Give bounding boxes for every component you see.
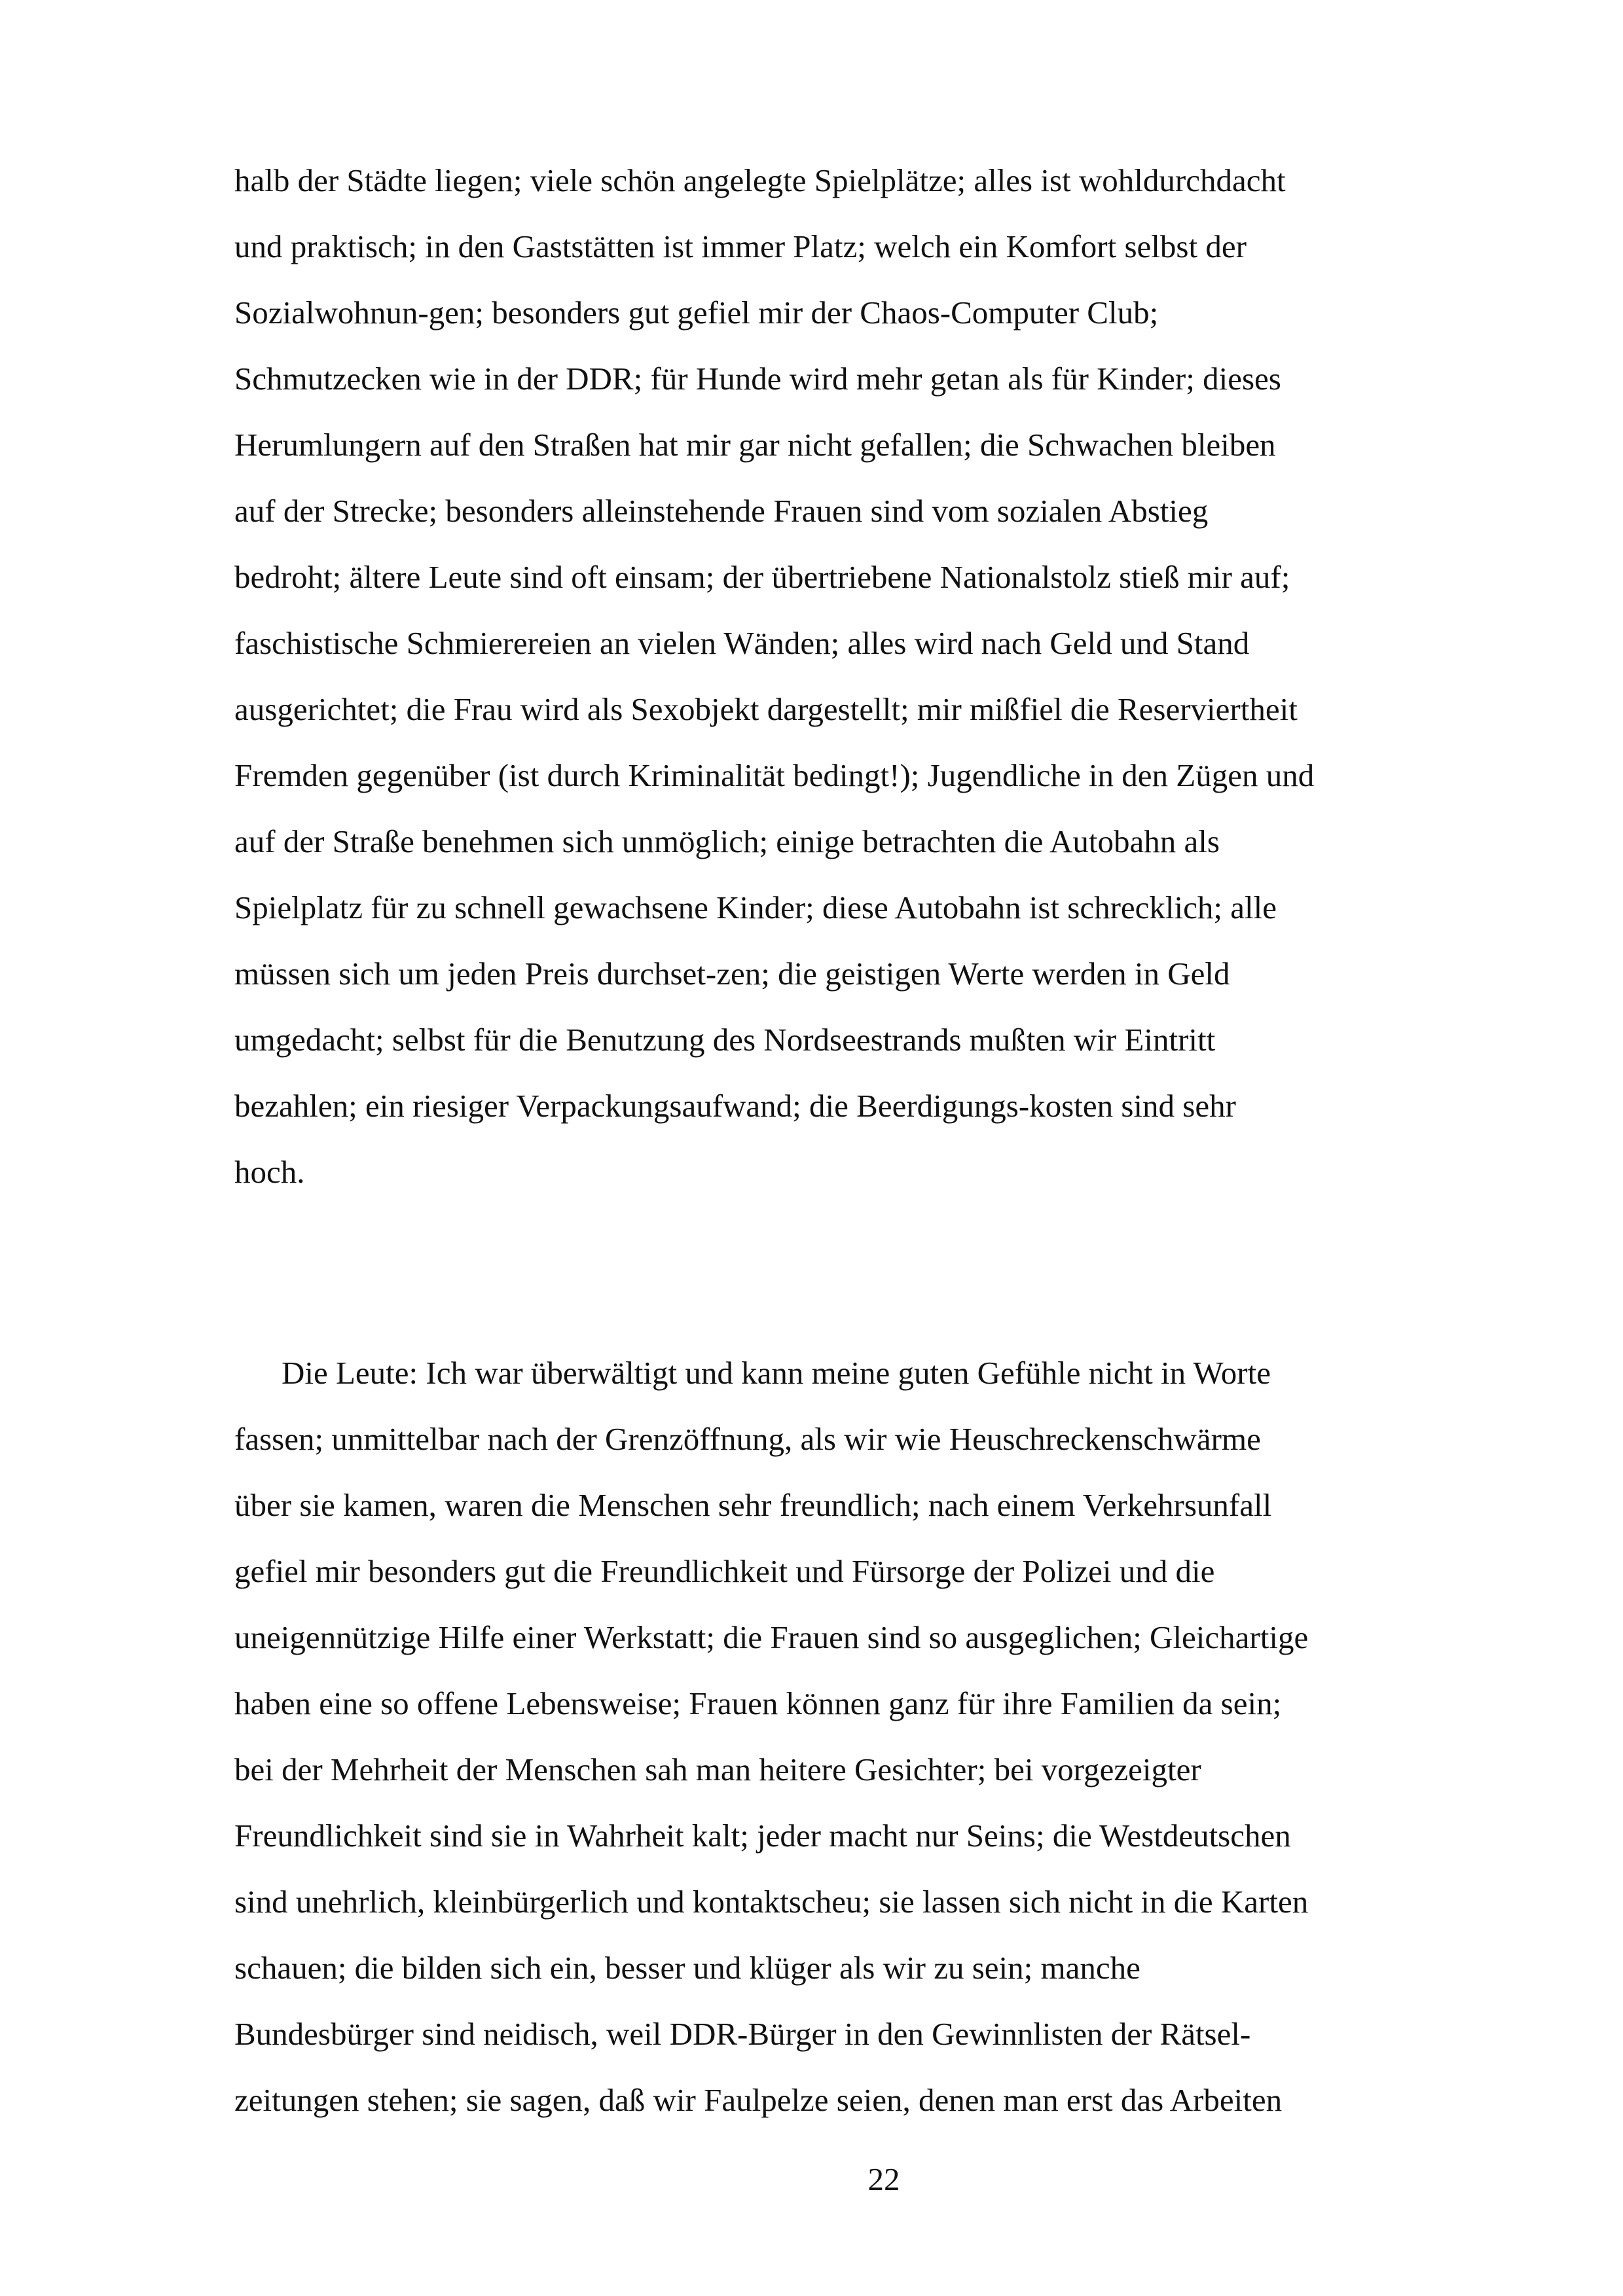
paragraph-line: Bundesbürger sind neidisch, weil DDR-Bürger in den Gewinnlisten der Rätsel-	[234, 2016, 1251, 2052]
paragraph-line: auf der Strecke; besonders alleinstehende Frauen sind vom sozialen Abstieg	[234, 493, 1209, 529]
paragraph-line: bei der Mehrheit der Menschen sah man heitere Gesichter; bei vorgezeigter	[234, 1751, 1201, 1787]
paragraph-line: gefiel mir besonders gut die Freundlichkeit und Fürsorge der Polizei und die	[234, 1553, 1215, 1589]
paragraph-line: über sie kamen, waren die Menschen sehr freundlich; nach einem Verkehrsunfall	[234, 1487, 1272, 1523]
paragraph-line: ausgerichtet; die Frau wird als Sexobjekt dargestellt; mir mißfiel die Reserviertheit	[234, 691, 1298, 727]
paragraph-line: halb der Städte liegen; viele schön angelegte Spielplätze; alles ist wohldurchdacht	[234, 162, 1286, 198]
paragraph-1	[234, 147, 1537, 1205]
paragraph-line: zeitungen stehen; sie sagen, daß wir Faulpelze seien, denen man erst das Arbeiten	[234, 2082, 1283, 2118]
paragraph-line: Die Leute: Ich war überwältigt und kann meine guten Gefühle nicht in Worte	[282, 1355, 1271, 1391]
paragraph-line: haben eine so offene Lebensweise; Frauen können ganz für ihre Familien da sein;	[234, 1685, 1282, 1721]
paragraph-line: umgedacht; selbst für die Benutzung des Nordseestrands mußten wir Eintritt	[234, 1022, 1216, 1058]
paragraph-line: Spielplatz für zu schnell gewachsene Kinder; diese Autobahn ist schrecklich; alle	[234, 889, 1277, 925]
paragraph-line: Schmutzecken wie in der DDR; für Hunde wird mehr getan als für Kinder; dieses	[234, 361, 1281, 397]
paragraph-line: Freundlichkeit sind sie in Wahrheit kalt; jeder macht nur Seins; die Westdeutschen	[234, 1818, 1291, 1854]
paragraph-line: sind unehrlich, kleinbürgerlich und kontaktscheu; sie lassen sich nicht in die Karten	[234, 1884, 1309, 1920]
paragraph-line: müssen sich um jeden Preis durchset-zen; die geistigen Werte werden in Geld	[234, 956, 1230, 992]
paragraph-line: uneigennützige Hilfe einer Werkstatt; die Frauen sind so ausgeglichen; Gleichartige	[234, 1619, 1309, 1655]
paragraph-2	[234, 1340, 1537, 2133]
paragraph-line: Herumlungern auf den Straßen hat mir gar nicht gefallen; die Schwachen bleiben	[234, 427, 1276, 463]
paragraph-line: Fremden gegenüber (ist durch Kriminalität bedingt!); Jugendliche in den Zügen und	[234, 757, 1315, 793]
paragraph-line: Sozialwohnun-gen; besonders gut gefiel mir der Chaos-Computer Club;	[234, 295, 1159, 331]
paragraph-line: hoch.	[234, 1154, 305, 1190]
paragraph-line: schauen; die bilden sich ein, besser und klüger als wir zu sein; manche	[234, 1950, 1140, 1986]
paragraph-line: und praktisch; in den Gaststätten ist immer Platz; welch ein Komfort selbst der	[234, 228, 1247, 264]
paragraph-line: faschistische Schmierereien an vielen Wänden; alles wird nach Geld und Stand	[234, 625, 1250, 661]
paragraph-line: auf der Straße benehmen sich unmöglich; einige betrachten die Autobahn als	[234, 823, 1220, 859]
page-number: 22	[867, 2161, 900, 2197]
paragraph-line: bezahlen; ein riesiger Verpackungsaufwand; die Beerdigungs-kosten sind sehr	[234, 1088, 1236, 1124]
paragraph-line: fassen; unmittelbar nach der Grenzöffnung, als wir wie Heuschreckenschwärme	[234, 1421, 1261, 1457]
paragraph-line: bedroht; ältere Leute sind oft einsam; der übertriebene Nationalstolz stieß mir auf;	[234, 559, 1290, 595]
